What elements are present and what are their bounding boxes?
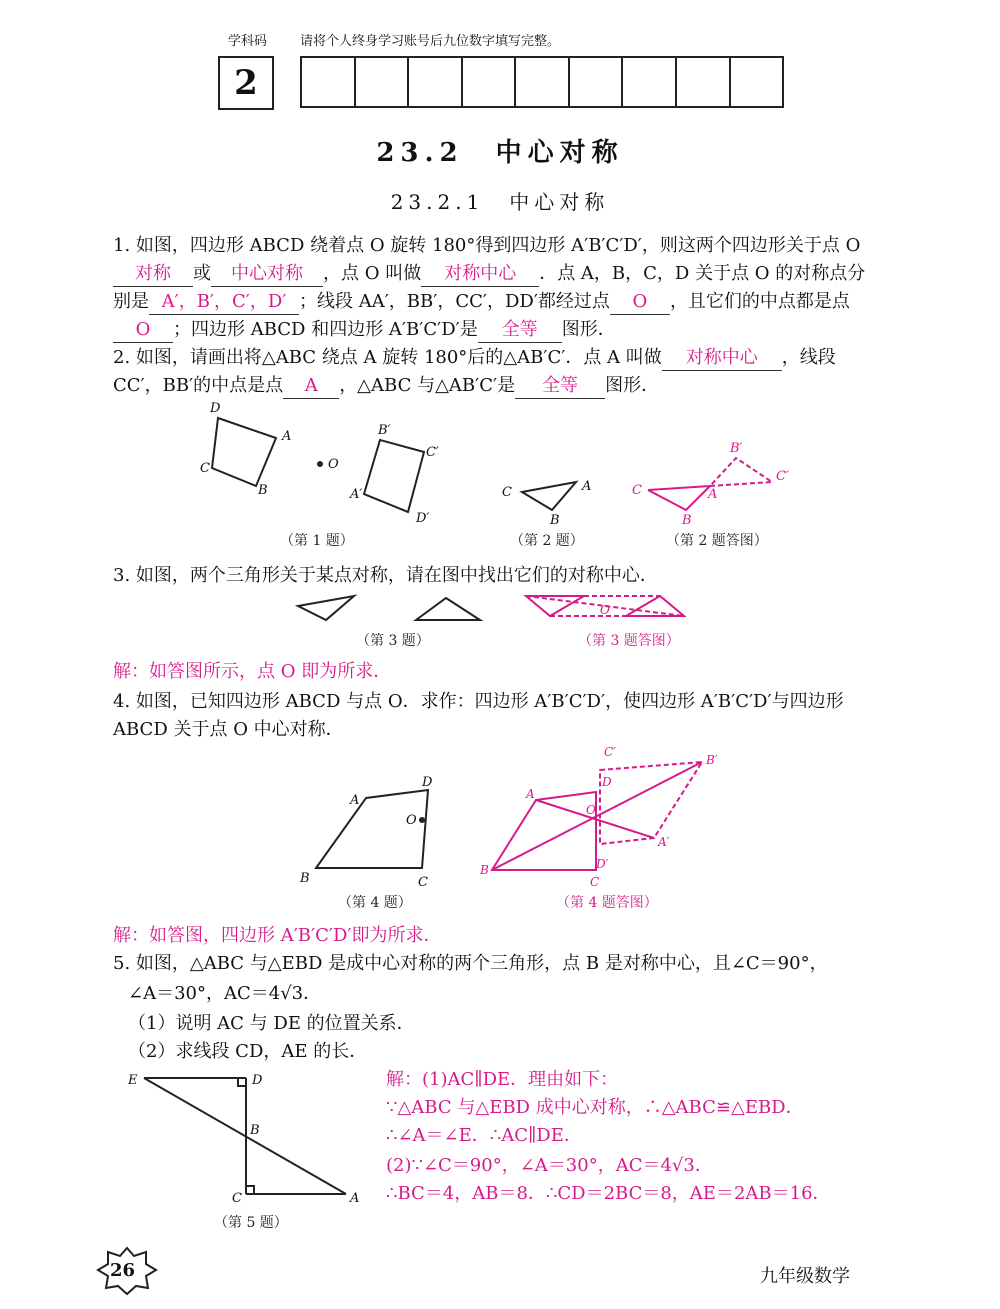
digit-box[interactable]: [731, 58, 783, 106]
subject-code-box[interactable]: 2: [218, 56, 274, 110]
q4-answer: 解：如答图，四边形 A′B′C′D′即为所求．: [113, 925, 442, 946]
svg-text:D′: D′: [596, 857, 609, 871]
digit-box[interactable]: [409, 58, 463, 106]
q5-solution-3: ∴∠A＝∠E．∴AC∥DE．: [386, 1125, 582, 1146]
digit-box[interactable]: [516, 58, 570, 106]
svg-text:B: B: [682, 513, 692, 528]
svg-text:A′: A′: [658, 835, 670, 849]
svg-text:B: B: [480, 863, 489, 877]
quad-abcd: [212, 418, 276, 486]
subject-code-label: 学科码: [228, 34, 268, 49]
svg-text:C: C: [232, 1191, 242, 1206]
subsection-title: 23.2.1 中心对称: [390, 190, 610, 214]
svg-text:C: C: [418, 875, 428, 890]
q4-line2: ABCD 关于点 O 中心对称．: [113, 719, 344, 740]
digit-box[interactable]: [302, 58, 356, 106]
svg-text:B: B: [300, 871, 310, 886]
q3-answer: 解：如答图所示，点 O 即为所求．: [113, 661, 392, 682]
q1-answer-4: A′，B′，C′，D′: [149, 290, 299, 315]
q2-answer-1: 对称中心: [662, 346, 782, 371]
caption-q2: （第 2 题）: [510, 533, 584, 549]
caption-q3: （第 3 题）: [356, 633, 430, 649]
q1-line1: 1. 如图，四边形 ABCD 绕着点 O 旋转 180°得到四边形 A′B′C′D′，则这两个四边形关于点 O: [113, 235, 861, 256]
label: O: [328, 457, 339, 472]
q1-answer-1: 对称: [113, 262, 193, 287]
q3-text: 3. 如图，两个三角形关于某点对称，请在图中找出它们的对称中心．: [113, 565, 658, 586]
q1-answer-7: 全等: [478, 318, 562, 343]
svg-text:D: D: [252, 1073, 263, 1088]
q5-solution-5: ∴BC＝4，AB＝8．∴CD＝2BC＝8，AE＝2AB＝16．: [386, 1183, 831, 1204]
digit-box[interactable]: [677, 58, 731, 106]
figure-q5: [120, 1062, 380, 1212]
label: A: [282, 429, 292, 444]
label: B′: [378, 423, 391, 438]
q5-line2: ∠A＝30°，AC＝4√3．: [128, 983, 322, 1004]
svg-text:A: A: [708, 487, 718, 502]
figures-q4: [290, 740, 740, 890]
point-o: [317, 461, 323, 467]
q1-answer-2: 中心对称: [211, 262, 323, 287]
account-digit-boxes[interactable]: [300, 56, 784, 108]
q1-line2: 对称 或 中心对称 ，点 O 叫做 对称中心 ．点 A，B，C，D 关于点 O 的对称点分: [113, 262, 865, 287]
grade-label: 九年级数学: [760, 1266, 850, 1287]
label: C′: [426, 445, 439, 460]
svg-text:D: D: [422, 775, 433, 790]
svg-text:O: O: [600, 603, 610, 617]
q2-line2: CC′，BB′的中点是点 A ，△ABC 与△AB′C′是 全等 图形．: [113, 374, 659, 399]
svg-text:B: B: [250, 1123, 260, 1138]
label: D: [210, 401, 221, 416]
svg-text:C: C: [590, 875, 600, 889]
svg-text:B′: B′: [706, 753, 718, 767]
svg-text:O: O: [406, 813, 417, 828]
label: A′: [350, 487, 363, 502]
q1-answer-6: O: [113, 318, 173, 343]
svg-text:O: O: [586, 803, 596, 817]
q1-line3: 别是 A′，B′，C′，D′ ；线段 AA′，BB′，CC′，DD′都经过点 O ，且它们的中点都是点: [113, 290, 850, 315]
q4-line1: 4. 如图，已知四边形 ABCD 与点 O．求作：四边形 A′B′C′D′，使四边形 A′B′C′D′与四边形: [113, 691, 844, 712]
caption-q5: （第 5 题）: [214, 1215, 288, 1231]
q5-part2: （2）求线段 CD，AE 的长．: [128, 1041, 368, 1062]
q2-answer-3: 全等: [515, 374, 605, 399]
q5-solution-4: (2)∵∠C＝90°，∠A＝30°，AC＝4√3．: [386, 1155, 713, 1176]
caption-q4: （第 4 题）: [338, 895, 412, 911]
svg-text:A: A: [350, 793, 360, 808]
account-instruction: 请将个人终身学习账号后九位数字填写完整。: [300, 34, 561, 49]
page-number: 26: [110, 1260, 136, 1281]
q1-line4: O ；四边形 ABCD 和四边形 A′B′C′D′是 全等 图形．: [113, 318, 616, 343]
label: D′: [416, 511, 430, 526]
q1-answer-5: O: [610, 290, 670, 315]
figures-q1-q2: [190, 398, 810, 533]
quad-abcd-prime: [364, 440, 424, 512]
q5-solution-1: 解：(1)AC∥DE．理由如下：: [386, 1069, 619, 1090]
svg-text:C′: C′: [776, 469, 789, 484]
label: B: [550, 513, 560, 528]
q5-part1: （1）说明 AC 与 DE 的位置关系．: [128, 1013, 415, 1034]
caption-q2-answer: （第 2 题答图）: [666, 533, 768, 549]
q5-line1: 5. 如图，△ABC 与△EBD 是成中心对称的两个三角形，点 B 是对称中心，且∠C＝90°，: [113, 953, 828, 974]
svg-text:A: A: [350, 1191, 360, 1206]
section-title: 23.2 中心对称: [376, 138, 624, 168]
svg-text:E: E: [128, 1073, 138, 1088]
svg-text:B′: B′: [730, 441, 743, 456]
caption-q1: （第 1 题）: [280, 533, 354, 549]
label: A: [582, 479, 592, 494]
caption-q3-answer: （第 3 题答图）: [578, 633, 680, 649]
digit-box[interactable]: [463, 58, 517, 106]
digit-box[interactable]: [356, 58, 410, 106]
triangle-abc: [522, 482, 576, 510]
digit-box[interactable]: [570, 58, 624, 106]
digit-box[interactable]: [623, 58, 677, 106]
q1-answer-3: 对称中心: [421, 262, 539, 287]
label: C: [502, 485, 512, 500]
svg-text:D: D: [602, 775, 612, 789]
label: C: [200, 461, 210, 476]
label: B: [258, 483, 268, 498]
figures-q3: [290, 590, 730, 630]
q2-answer-2: A: [283, 374, 339, 399]
svg-text:C′: C′: [604, 745, 616, 759]
q5-solution-2: ∵△ABC 与△EBD 成中心对称，∴△ABC≌△EBD．: [386, 1097, 804, 1118]
svg-text:A: A: [526, 787, 535, 801]
caption-q4-answer: （第 4 题答图）: [556, 895, 658, 911]
svg-text:C: C: [632, 483, 642, 498]
q2-line1: 2. 如图，请画出将△ABC 绕点 A 旋转 180°后的△AB′C′．点 A 叫做 对称中心 ，线段: [113, 346, 836, 371]
